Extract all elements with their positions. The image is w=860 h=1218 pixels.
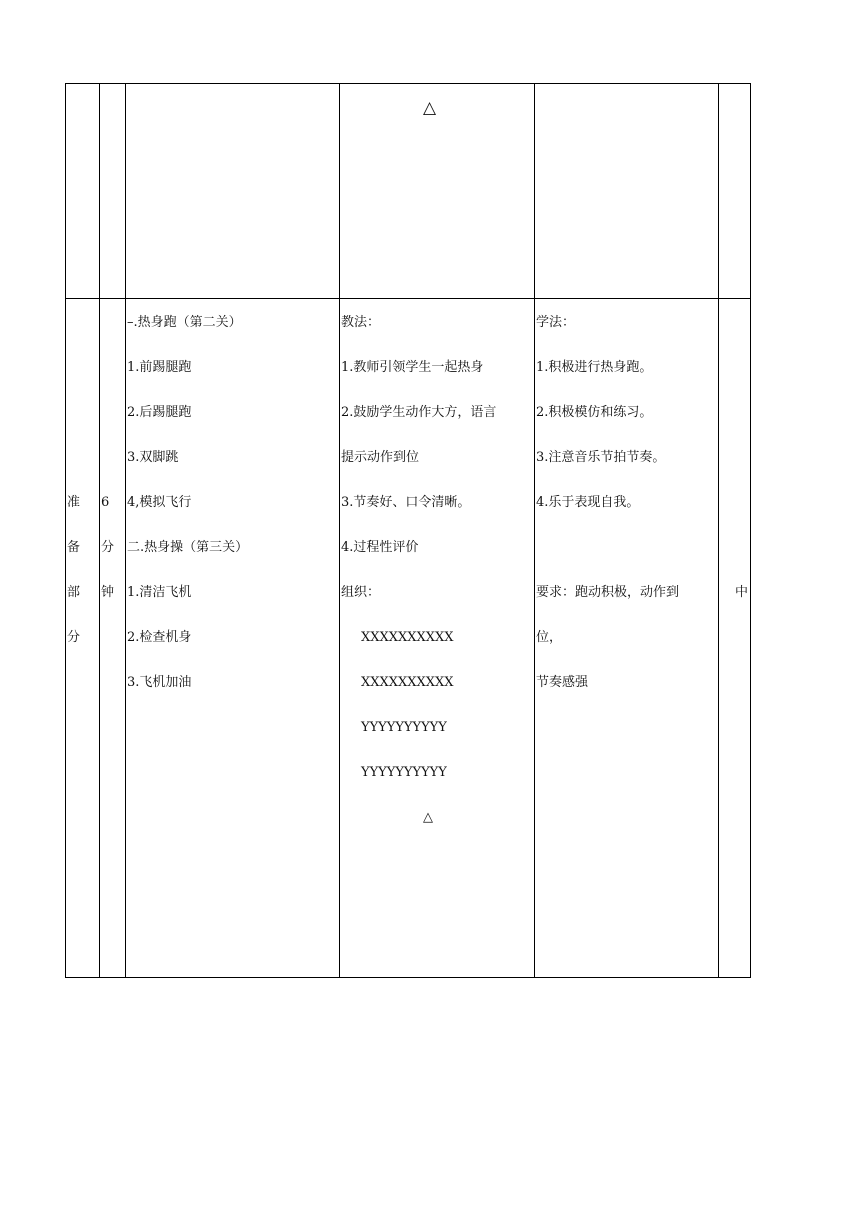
content-line: 4,模拟飞行 xyxy=(127,495,192,510)
content-line: –.热身跑（第二关） xyxy=(127,315,242,330)
formation-row: YYYYYYYYYY xyxy=(361,765,447,780)
teaching-line: 2.鼓励学生动作大方，语言 xyxy=(341,405,497,420)
learning-line: 学法： xyxy=(536,315,576,330)
teaching-line: 组织： xyxy=(341,585,381,600)
content-line: 1.清洁飞机 xyxy=(127,585,192,600)
part-char-1: 准 xyxy=(67,495,81,510)
part-char-4: 分 xyxy=(67,630,81,645)
content-line: 1.前踢腿跑 xyxy=(127,360,192,375)
formation-row: XXXXXXXXXX xyxy=(361,630,454,645)
requirement-line: 节奏感强 xyxy=(536,675,589,690)
lesson-plan-table xyxy=(65,83,751,978)
content-line: 二.热身操（第三关） xyxy=(127,540,249,555)
content-line: 2.后踢腿跑 xyxy=(127,405,192,420)
table-border-bottom xyxy=(65,977,751,978)
requirement-line: 要求：跑动积极，动作到 xyxy=(536,585,680,600)
formation-row: XXXXXXXXXX xyxy=(361,675,454,690)
content-line: 3.双脚跳 xyxy=(127,450,179,465)
table-border-left xyxy=(65,83,66,978)
teaching-line: 提示动作到位 xyxy=(341,450,420,465)
part-char-2: 备 xyxy=(67,540,81,555)
intensity-value: 中 xyxy=(735,585,749,600)
row-divider xyxy=(65,298,751,299)
teaching-line: 3.节奏好、口令清晰。 xyxy=(341,495,471,510)
learning-line: 1.积极进行热身跑。 xyxy=(536,360,653,375)
time-char-2: 分 xyxy=(101,540,115,555)
content-line: 2.检查机身 xyxy=(127,630,192,645)
teacher-position-triangle: △ xyxy=(423,98,437,118)
table-border-top xyxy=(65,83,751,84)
formation-row: YYYYYYYYYY xyxy=(361,720,447,735)
time-char-3: 钟 xyxy=(101,585,115,600)
col-divider-4 xyxy=(534,83,535,978)
learning-line: 4.乐于表现自我。 xyxy=(536,495,640,510)
time-char-1: 6 xyxy=(101,495,110,510)
teaching-line: 教法： xyxy=(341,315,381,330)
requirement-line: 位， xyxy=(536,630,563,645)
learning-line: 3.注意音乐节拍节奏。 xyxy=(536,450,666,465)
teaching-line: 1.教师引领学生一起热身 xyxy=(341,360,484,375)
teaching-line: 4.过程性评价 xyxy=(341,540,419,555)
col-divider-1 xyxy=(99,83,100,978)
part-char-3: 部 xyxy=(67,585,81,600)
col-divider-3 xyxy=(339,83,340,978)
col-divider-5 xyxy=(718,83,719,978)
formation-teacher-triangle: △ xyxy=(423,810,433,825)
content-line: 3.飞机加油 xyxy=(127,675,192,690)
learning-line: 2.积极模仿和练习。 xyxy=(536,405,653,420)
col-divider-2 xyxy=(125,83,126,978)
table-border-right xyxy=(750,83,751,978)
